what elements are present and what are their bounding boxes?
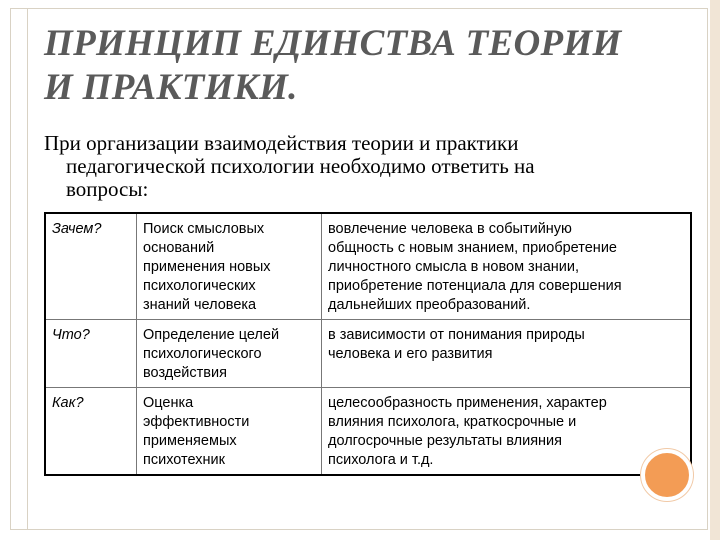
detail-line: дальнейших преобразований.	[328, 297, 531, 313]
intro-line-2: педагогической психологии необходимо ответить на	[66, 154, 535, 178]
right-decor-stripe	[710, 0, 720, 540]
detail-line: вовлечение человека в событийную	[328, 221, 572, 237]
table-row-why	[45, 213, 691, 320]
detail-line: психолога и т.д.	[328, 452, 434, 468]
answer-line: Поиск смысловых	[143, 221, 265, 237]
answer-line: применяемых	[143, 433, 237, 449]
title-line-1: ПРИНЦИП ЕДИНСТВА ТЕОРИИ	[44, 23, 622, 64]
question-cell: Что?	[45, 320, 137, 388]
answer-line: эффективности	[143, 414, 250, 430]
answer-cell	[137, 388, 322, 476]
questions-table	[44, 212, 692, 476]
left-rule-line	[27, 8, 28, 530]
slide-title	[44, 22, 684, 110]
decorative-circle-icon	[641, 449, 693, 501]
detail-line: долгосрочные результаты влияния	[328, 433, 563, 449]
answer-line: применения новых	[143, 259, 271, 275]
detail-cell	[322, 320, 692, 388]
answer-line: оснований	[143, 240, 215, 256]
title-line-2: И ПРАКТИКИ.	[44, 67, 298, 108]
table-row-how	[45, 388, 691, 476]
answer-cell	[137, 320, 322, 388]
question-cell: Зачем?	[45, 213, 137, 320]
detail-line: в зависимости от понимания природы	[328, 327, 585, 343]
intro-paragraph	[44, 132, 684, 201]
detail-cell	[322, 213, 692, 320]
answer-line: Определение целей	[143, 327, 280, 343]
answer-line: психологического	[143, 346, 262, 362]
detail-line: целесообразность применения, характер	[328, 395, 607, 411]
detail-line: личностного смысла в новом знании,	[328, 259, 580, 275]
detail-line: влияния психолога, краткосрочные и	[328, 414, 577, 430]
detail-line: человека и его развития	[328, 346, 493, 362]
detail-cell	[322, 388, 692, 476]
table-row-what	[45, 320, 691, 388]
answer-cell	[137, 213, 322, 320]
intro-line-3: вопросы:	[66, 177, 149, 201]
answer-line: знаний человека	[143, 297, 257, 313]
intro-line-1: При организации взаимодействия теории и практики	[44, 131, 519, 155]
detail-line: приобретение потенциала для совершения	[328, 278, 622, 294]
detail-line: общность с новым знанием, приобретение	[328, 240, 617, 256]
answer-line: Оценка	[143, 395, 194, 411]
answer-line: психологических	[143, 278, 256, 294]
answer-line: воздействия	[143, 365, 227, 381]
question-cell: Как?	[45, 388, 137, 476]
answer-line: психотехник	[143, 452, 225, 468]
